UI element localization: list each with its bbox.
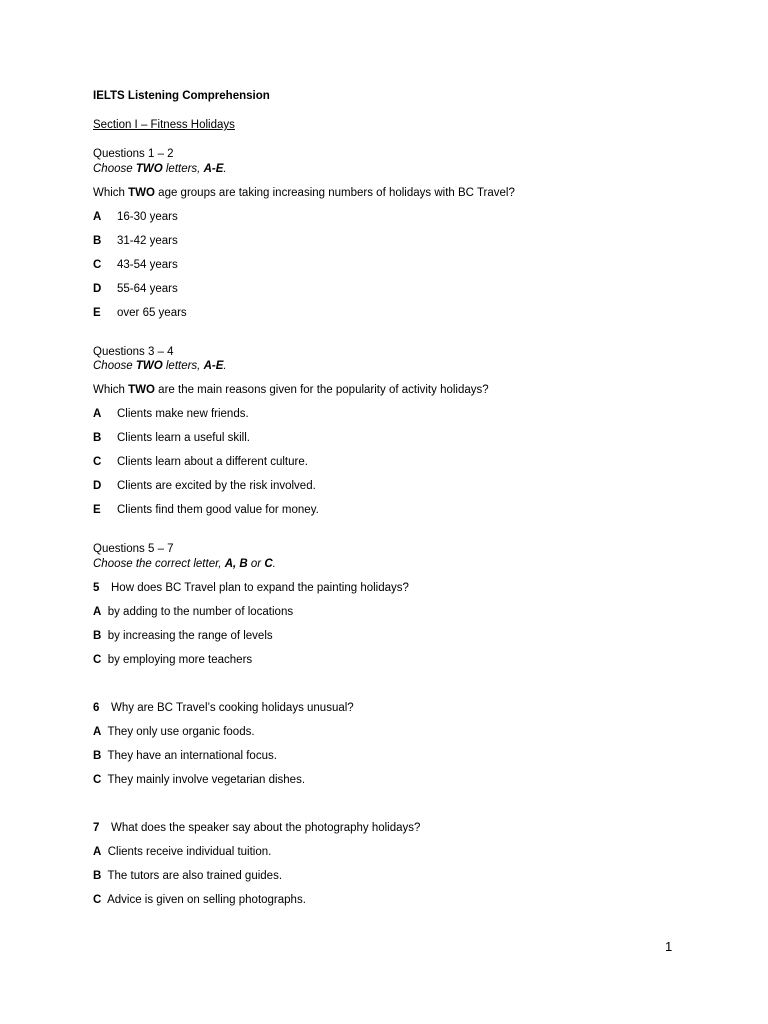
document-title: IELTS Listening Comprehension	[93, 90, 270, 102]
questions-1-2-instruction: Choose TWO letters, A-E.	[93, 163, 227, 175]
questions-1-2-prompt: Which TWO age groups are taking increasing numbers of holidays with BC Travel?	[93, 187, 515, 199]
option-row: B Clients learn a useful skill.	[93, 432, 250, 444]
question-5: 5 How does BC Travel plan to expand the painting holidays?	[93, 582, 409, 594]
question-6: 6 Why are BC Travel’s cooking holidays unusual?	[93, 702, 354, 714]
option-row: E over 65 years	[93, 307, 187, 319]
section-heading: Section I – Fitness Holidays	[93, 119, 235, 131]
option-row: B by increasing the range of levels	[93, 630, 273, 642]
option-row: A 16-30 years	[93, 211, 178, 223]
option-row: C Advice is given on selling photographs.	[93, 894, 306, 906]
questions-1-2-heading: Questions 1 – 2	[93, 148, 174, 160]
questions-3-4-instruction: Choose TWO letters, A-E.	[93, 360, 227, 372]
option-row: B They have an international focus.	[93, 750, 277, 762]
option-row: A Clients receive individual tuition.	[93, 846, 272, 858]
option-row: C by employing more teachers	[93, 654, 253, 666]
option-row: B The tutors are also trained guides.	[93, 870, 283, 882]
option-row: A by adding to the number of locations	[93, 606, 294, 618]
option-row: D 55-64 years	[93, 283, 178, 295]
option-row: C Clients learn about a different culture.	[93, 456, 308, 468]
option-row: C 43-54 years	[93, 259, 178, 271]
questions-3-4-prompt: Which TWO are the main reasons given for the popularity of activity holidays?	[93, 384, 489, 396]
page-number: 1	[665, 939, 673, 954]
questions-3-4-heading: Questions 3 – 4	[93, 346, 174, 358]
questions-5-7-heading: Questions 5 – 7	[93, 543, 174, 555]
questions-5-7-instruction: Choose the correct letter, A, B or C.	[93, 558, 276, 570]
option-row: E Clients find them good value for money.	[93, 504, 319, 516]
option-row: D Clients are excited by the risk involved.	[93, 480, 316, 492]
option-row: A Clients make new friends.	[93, 408, 249, 420]
option-row: B 31-42 years	[93, 235, 178, 247]
option-row: A They only use organic foods.	[93, 726, 255, 738]
question-7: 7 What does the speaker say about the photography holidays?	[93, 822, 421, 834]
option-row: C They mainly involve vegetarian dishes.	[93, 774, 306, 786]
